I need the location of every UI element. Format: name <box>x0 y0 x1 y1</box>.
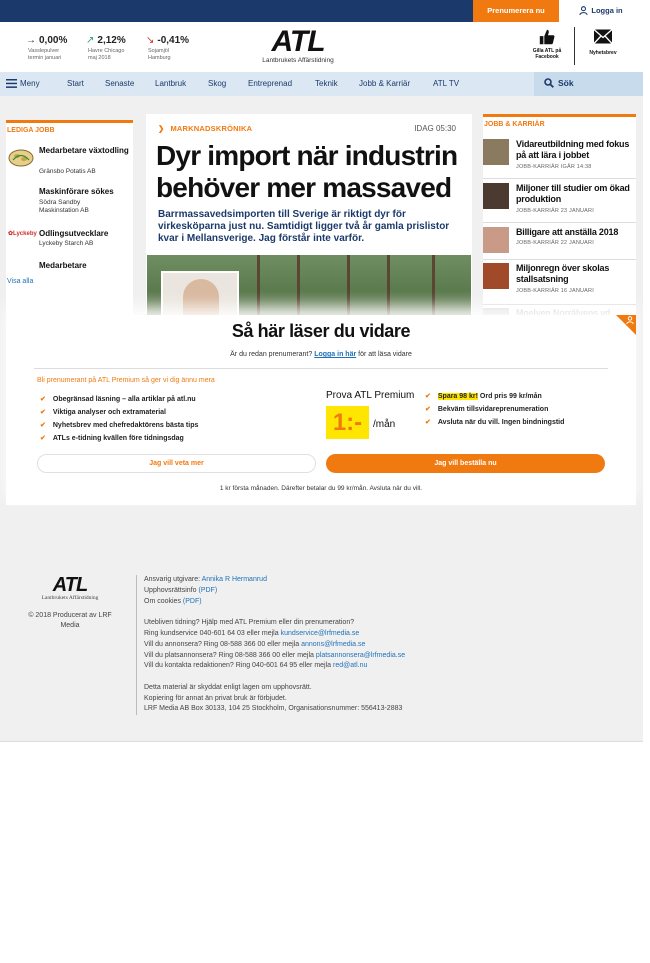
ticker-sublabel: termin januari <box>28 55 62 61</box>
nav-item-start[interactable]: Start <box>67 79 84 88</box>
copyright-info-label: Upphovsrättsinfo <box>144 587 197 594</box>
job-item[interactable] <box>6 260 133 274</box>
facebook-like-button[interactable] <box>527 28 567 60</box>
career-meta: JOBB-KARRIÄR 16 JANUARI <box>516 288 594 294</box>
kicker-label: MARKNADSKRÖNIKA <box>170 124 253 133</box>
check-icon: ✔ <box>40 422 46 429</box>
check-icon: ✔ <box>40 396 46 403</box>
career-meta: JOBB-KARRIÄR 23 JANUARI <box>516 208 594 214</box>
check-icon: ✔ <box>425 393 431 400</box>
check-icon: ✔ <box>40 435 46 442</box>
feature-item <box>40 421 198 429</box>
footer-logo-text: ATL <box>52 574 88 596</box>
job-company-line2: Maskinstation AB <box>39 207 89 214</box>
learn-more-button[interactable]: Jag vill veta mer <box>37 454 316 473</box>
career-article[interactable] <box>483 180 636 223</box>
user-icon <box>579 6 588 15</box>
try-premium-label: Prova ATL Premium <box>326 390 415 401</box>
login-label: Logga in <box>591 6 623 15</box>
ticker-sublabel: maj 2018 <box>88 55 111 61</box>
career-heading: JOBB & KARRIÄR <box>483 114 636 132</box>
footer-address: LRF Media AB Box 30133, 104 25 Stockholm, Organisationsnummer: 556413-2883 <box>144 705 403 712</box>
career-meta: JOBB-KARRIÄR 22 JANUARI <box>516 240 594 246</box>
login-suffix: för att läsa vidare <box>358 351 412 358</box>
feature-item <box>40 434 184 442</box>
job-item[interactable] <box>6 145 133 179</box>
publisher-label: Ansvarig utgivare: <box>144 576 201 583</box>
check-icon: ✔ <box>40 409 46 416</box>
ticker-2[interactable] <box>146 30 208 62</box>
footer-editorial <box>144 662 367 669</box>
author-portrait <box>161 271 239 315</box>
career-meta: JOBB-KARRIÄR IGÅR 14:38 <box>516 164 592 170</box>
nav-item-atl-tv[interactable]: ATL TV <box>433 79 460 88</box>
article-thumbnail <box>483 263 509 289</box>
offer-item <box>425 418 564 426</box>
footer-logo[interactable] <box>30 575 110 601</box>
footer-legal-1: Detta material är skyddat enligt lagen om upphovsrätt. <box>144 684 312 691</box>
divider <box>34 368 608 369</box>
see-all-jobs-link[interactable]: Visa alla <box>7 278 34 285</box>
paywall-title: Så här läser du vidare <box>231 321 411 341</box>
help-text: Ring kundservice 040-601 64 03 eller mejla <box>144 630 279 637</box>
job-company: Gränsbo Potatis AB <box>39 168 96 175</box>
paywall-modal <box>6 315 636 505</box>
cookies-pdf-link[interactable]: (PDF) <box>182 598 202 605</box>
check-icon: ✔ <box>425 419 431 426</box>
chevron-right-icon: ❯ <box>158 124 165 133</box>
article <box>146 114 472 315</box>
publisher-link[interactable]: Annika R Hermanrud <box>201 576 267 583</box>
job-title: Odlingsutvecklare <box>39 229 109 238</box>
article-headline: Dyr import när industrin behöver mer massaved <box>156 140 458 203</box>
career-title: Vidareutbildning med fokus på att lära i jobbet <box>516 139 630 160</box>
cookies-label: Om cookies <box>144 598 181 605</box>
top-bar <box>0 0 643 22</box>
footer-jobads <box>144 652 405 659</box>
thumbs-up-icon <box>538 28 556 46</box>
envelope-icon <box>593 28 613 45</box>
newsletter-label: Nyhetsbrev <box>589 50 617 56</box>
job-title: Medarbetare <box>39 261 87 270</box>
platsannonsera-email-link[interactable]: platsannonsera@lrfmedia.se <box>315 652 406 659</box>
ticker-label: Sojamjöl <box>148 48 170 54</box>
jobads-text: Vill du platsannonsera? Ring 08-588 366 00 eller mejla <box>144 652 314 659</box>
ticker-label: Vasslepulver <box>28 48 60 54</box>
career-title: Miljonregn över skolas stallsatsning <box>516 263 610 284</box>
feature-text: Obegränsad läsning – alla artiklar på atl.nu <box>52 396 196 403</box>
footer-cookies <box>144 598 202 605</box>
nav-item-entreprenad[interactable]: Entreprenad <box>248 79 293 88</box>
nav-item-teknik[interactable]: Teknik <box>315 79 338 88</box>
career-title: Miljoner till studier om ökad produktion <box>516 183 630 204</box>
offer-text: Avsluta när du vill. Ingen bindningstid <box>437 419 565 426</box>
ticker-label: Havre Chicago <box>88 48 125 54</box>
offer-highlight: Spara 98 kr! <box>437 393 478 400</box>
kundservice-email-link[interactable]: kundservice@lrfmedia.se <box>280 630 360 637</box>
feature-item <box>40 395 196 403</box>
jobs-heading: LEDIGA JOBB <box>6 120 133 138</box>
footer-copyright-info <box>144 587 217 594</box>
article-thumbnail <box>483 308 509 315</box>
logo-tagline: Lantbrukets Affärstidning <box>262 57 334 64</box>
potato-logo-icon <box>8 147 34 172</box>
footer-publisher <box>144 576 267 583</box>
arrow-down-right-icon: ↘ <box>146 35 155 46</box>
ticker-value: -0,41% <box>157 35 190 46</box>
nav-item-skog[interactable]: Skog <box>208 79 227 88</box>
menu-button[interactable] <box>6 72 40 96</box>
job-title: Maskinförare sökes <box>39 187 114 196</box>
price-badge: 1:- <box>326 406 369 439</box>
arrow-up-right-icon: ↗ <box>86 35 95 46</box>
career-article[interactable] <box>483 136 636 179</box>
order-now-button[interactable]: Jag vill beställa nu <box>326 454 605 473</box>
red-email-link[interactable]: red@atl.nu <box>333 662 368 669</box>
career-title: Moelven Norrälvens vd <box>516 308 611 315</box>
article-date: IDAG 05:30 <box>414 124 456 133</box>
search-button[interactable] <box>534 72 643 96</box>
paywall-lead: Bli prenumerant på ATL Premium så ger vi dig ännu mera <box>37 377 215 384</box>
jobs-widget <box>6 120 133 315</box>
header-divider <box>574 27 575 65</box>
offer-text: Bekväm tillsvidareprenumeration <box>437 406 549 413</box>
footer-ads <box>144 641 365 648</box>
search-icon <box>544 78 554 88</box>
career-widget <box>483 114 636 315</box>
site-header <box>0 22 643 72</box>
article-image <box>147 255 471 315</box>
price-period: /mån <box>373 419 396 430</box>
career-article[interactable] <box>483 224 636 260</box>
job-company: Lyckeby Starch AB <box>39 240 94 247</box>
footer-help-question: Utebliven tidning? Hjälp med ATL Premium eller din prenumeration? <box>144 619 355 626</box>
footer-logo-tagline: Lantbrukets Affärstidning <box>41 595 99 601</box>
lyckeby-logo-text: Lyckeby <box>13 231 37 237</box>
footer-help <box>144 630 359 637</box>
site-logo[interactable] <box>258 27 338 64</box>
offer-item <box>425 392 542 400</box>
paywall-login-text <box>6 351 636 358</box>
ticker-value: 0,00% <box>39 35 68 46</box>
article-thumbnail <box>483 139 509 165</box>
feature-text: ATLs e-tidning kvällen före tidningsdag <box>52 435 184 442</box>
article-kicker[interactable] <box>158 124 252 133</box>
nav-item-lantbruk[interactable]: Lantbruk <box>155 79 187 88</box>
login-button[interactable] <box>559 0 643 22</box>
nav-item-jobb-karriar[interactable]: Jobb & Karriär <box>359 79 411 88</box>
footer-divider <box>136 575 137 715</box>
hamburger-icon <box>6 79 17 88</box>
main-nav <box>0 72 643 96</box>
article-thumbnail <box>483 227 509 253</box>
login-here-link[interactable]: Logga in här <box>314 351 357 358</box>
facebook-label: Gilla ATL på Facebook <box>532 48 562 60</box>
career-title: Billigare att anställa 2018 <box>516 227 619 237</box>
job-item[interactable] <box>6 228 133 254</box>
site-footer <box>0 561 643 742</box>
newsletter-button[interactable] <box>583 28 623 56</box>
job-company: Södra Sandby <box>39 199 81 206</box>
subscribe-button[interactable]: Prenumerera nu <box>473 0 559 22</box>
annons-email-link[interactable]: annons@lrfmedia.se <box>301 641 366 648</box>
editorial-text: Vill du kontakta redaktionen? Ring 040-601 64 95 eller mejla <box>144 662 332 669</box>
article-thumbnail <box>483 183 509 209</box>
article-ingress: Barrmassavedsimporten till Sverige är riktigt dyr för virkesköparna just nu. Samtidigt ligger två år gamla prislistor kvar i Mellansverige. Jag förstår inte varför. <box>158 209 450 244</box>
nav-item-senaste[interactable]: Senaste <box>105 79 135 88</box>
feature-text: Nyhetsbrev med chefredaktörens bästa tips <box>52 422 199 429</box>
feature-text: Viktiga analyser och extramaterial <box>52 409 166 416</box>
career-article[interactable] <box>483 305 636 315</box>
logo-text: ATL <box>271 25 325 58</box>
paywall-footnote: 1 kr första månaden. Därefter betalar du 99 kr/mån. Avsluta när du vill. <box>219 485 423 492</box>
menu-label: Meny <box>20 79 40 88</box>
ticker-1[interactable] <box>86 30 148 62</box>
copyright-pdf-link[interactable]: (PDF) <box>198 587 218 594</box>
offer-item <box>425 405 548 413</box>
ticker-value: 2,12% <box>97 35 126 46</box>
ads-text: Vill du annonsera? Ring 08-588 366 00 eller mejla <box>144 641 300 648</box>
career-article[interactable] <box>483 260 636 305</box>
ticker-sublabel: Hamburg <box>148 55 171 61</box>
job-title: Medarbetare växtodling <box>39 146 129 155</box>
footer-copyright: © 2018 Producerat av LRF Media <box>28 612 112 629</box>
feature-item <box>40 408 166 416</box>
lyckeby-logo: ✿Lyckeby <box>8 231 37 237</box>
ticker-0[interactable] <box>26 30 88 62</box>
arrow-right-icon: → <box>26 35 36 46</box>
check-icon: ✔ <box>425 406 431 413</box>
search-label: Sök <box>558 78 574 88</box>
footer-legal-2: Kopiering för annat än privat bruk är förbjudet. <box>144 695 287 702</box>
job-item[interactable] <box>6 187 133 221</box>
offer-text: Ord pris 99 kr/mån <box>479 393 542 400</box>
login-prefix: Är du redan prenumerant? <box>230 351 313 358</box>
